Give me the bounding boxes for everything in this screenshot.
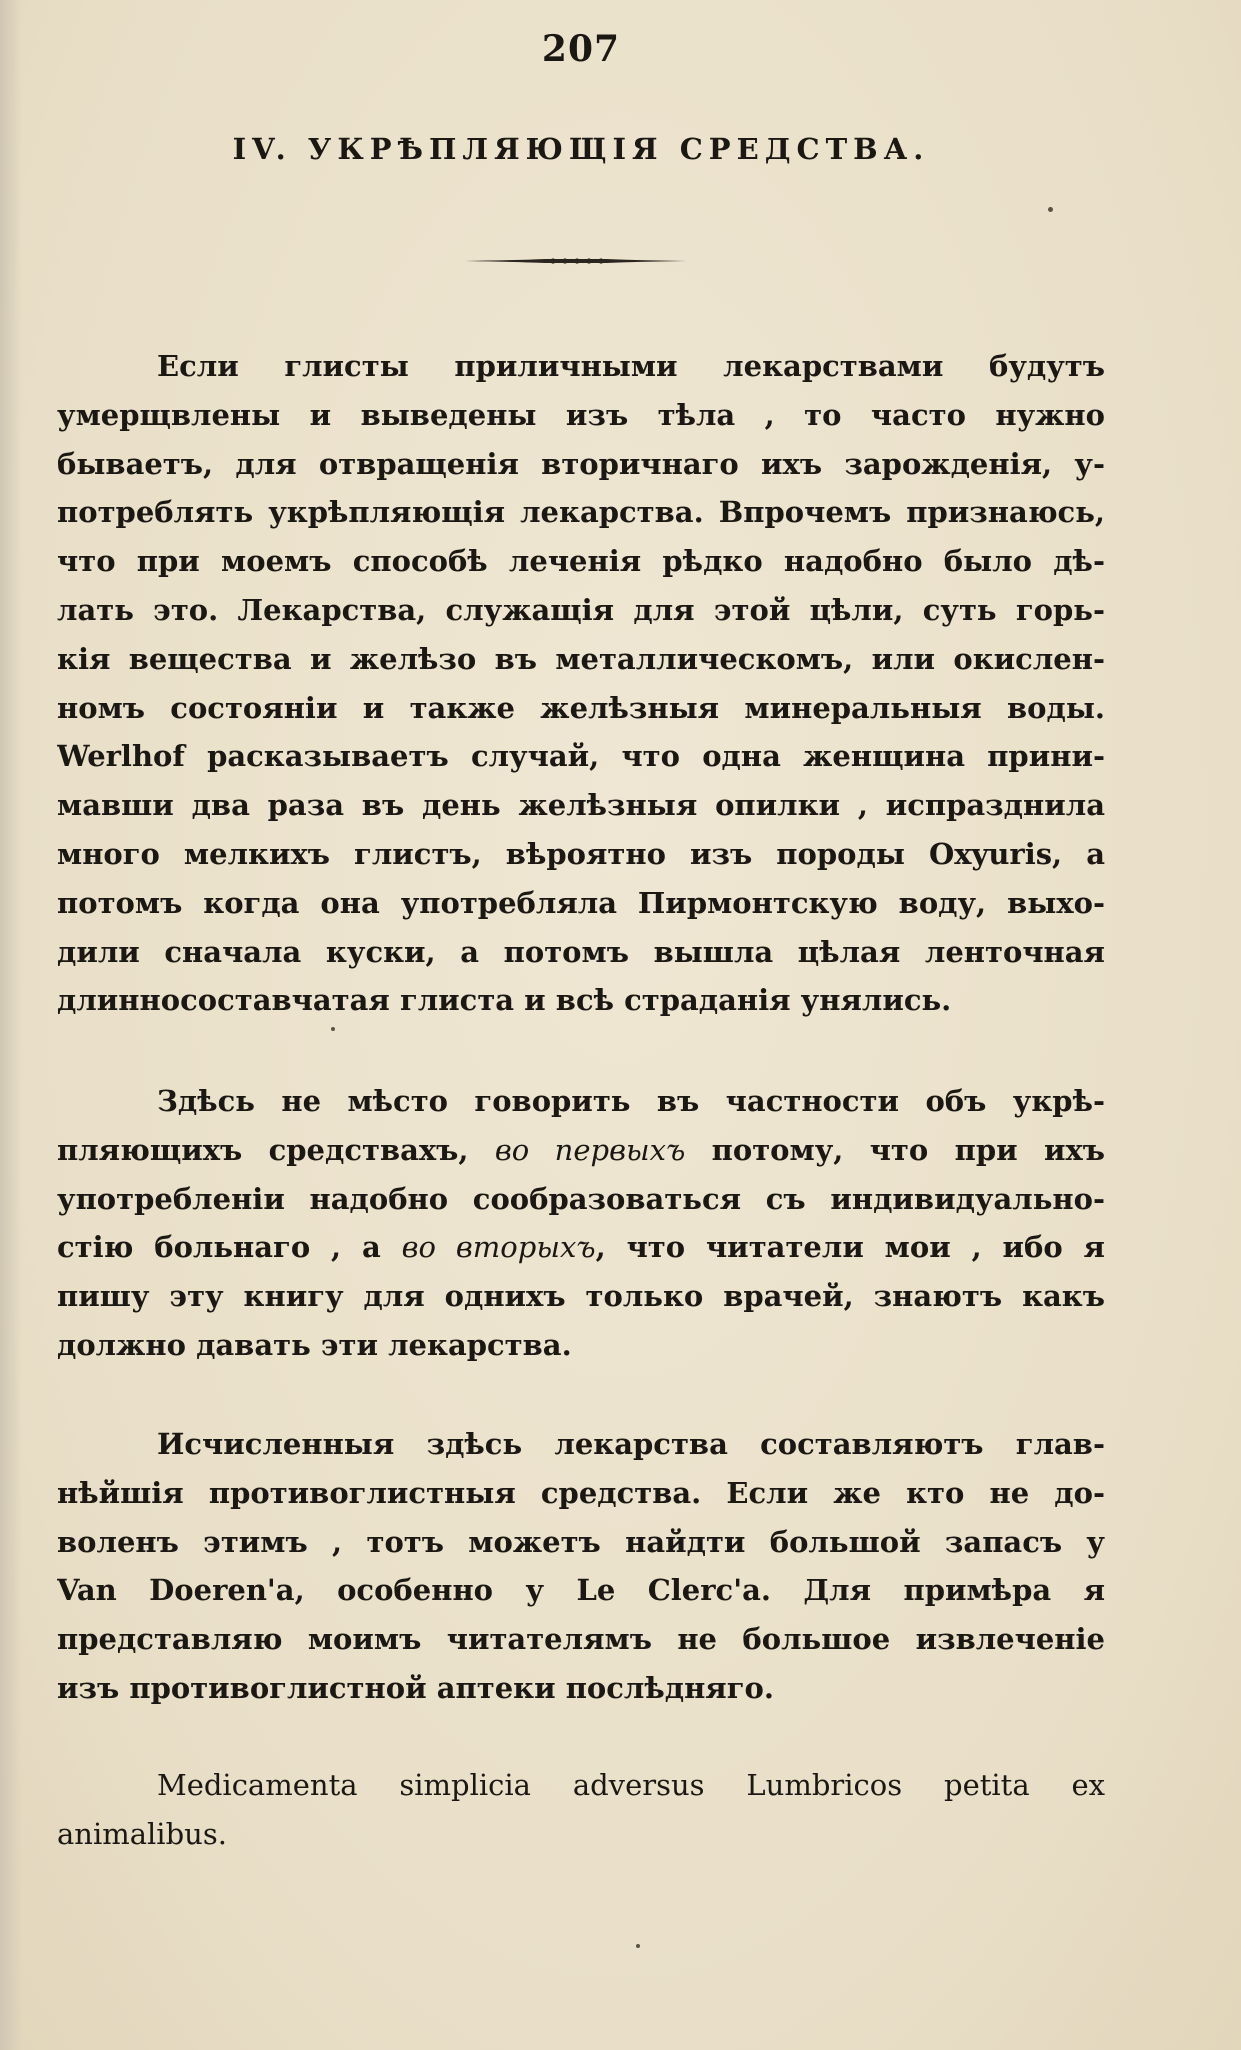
text-line: дили сначала куски, а потомъ вышла цѣлая ленточная: [57, 934, 1105, 969]
paper-speck: [636, 1944, 640, 1948]
text-line: должно давать эти лекарства.: [57, 1327, 572, 1362]
text-line: употребленіи надобно сообразоваться съ индивидуально-: [57, 1181, 1105, 1216]
text-line: нѣйшія противоглистныя средства. Если же кто не до-: [57, 1475, 1105, 1510]
text-line: лать это. Лекарства, служащія для этой цѣли, суть горь-: [57, 592, 1105, 627]
text-line: номъ состояніи и также желѣзныя минеральныя воды.: [57, 690, 1105, 725]
text-line: animalibus.: [57, 1816, 227, 1851]
text-line: мавши два раза въ день желѣзныя опилки , испразднила: [57, 788, 1105, 823]
text-line: изъ противоглистной аптеки послѣдняго.: [57, 1670, 774, 1705]
section-heading: IV. УКРѢПЛЯЮЩІЯ СРЕДСТВА.: [232, 132, 930, 166]
text-line: умерщвлены и выведены изъ тѣла , то часто нужно: [57, 397, 1105, 432]
text-line: Здѣсь не мѣсто говорить въ частности объ укрѣ-: [157, 1084, 1105, 1118]
text-line: потреблять укрѣпляющія лекарства. Впрочемъ признаюсь,: [57, 495, 1105, 530]
paragraph-1: [57, 342, 1105, 1025]
text-line: представляю моимъ читателямъ не большое извлеченіе: [57, 1622, 1105, 1657]
text-line: пляющихъ средствахъ, во первыхъ потому, что при ихъ: [57, 1132, 1105, 1167]
paper-speck: [331, 1027, 335, 1031]
paper-speck: [1048, 207, 1053, 212]
text-line: стію больнаго , а во вторыхъ, что читатели мои , ибо я: [57, 1230, 1105, 1265]
text-line: Исчисленныя здѣсь лекарства составляютъ глав-: [157, 1427, 1105, 1461]
text-line: воленъ этимъ , тотъ можетъ найдти большой запасъ у: [57, 1524, 1105, 1559]
text-line: пишу эту книгу для однихъ только врачей, знаютъ какъ: [57, 1279, 1105, 1314]
binding-shadow: [0, 0, 22, 2050]
paragraph-4-latin: [57, 1761, 1105, 1859]
text-line: длинносоставчатая глиста и всѣ страданія унялись.: [57, 983, 952, 1018]
italic-phrase: во вторыхъ: [401, 1230, 596, 1265]
text-line: что при моемъ способѣ леченія рѣдко надобно было дѣ-: [57, 544, 1105, 579]
text-line: Werlhof расказываетъ случай, что одна женщина прини-: [57, 739, 1105, 774]
text-line: бываетъ, для отвращенія вторичнаго ихъ зарожденія, у-: [57, 446, 1105, 481]
paragraph-3: [57, 1420, 1105, 1713]
text-line: потомъ когда она употребляла Пирмонтскую воду, выхо-: [57, 885, 1105, 920]
text-line: много мелкихъ глистъ, вѣроятно изъ породы Oxyuris, а: [57, 836, 1105, 871]
text-line: Medicamenta simplicia adversus Lumbricos petita ex: [157, 1768, 1105, 1802]
text-line: Если глисты приличными лекарствами будутъ: [157, 349, 1105, 383]
paragraph-2: [57, 1077, 1105, 1370]
italic-phrase: во первыхъ: [494, 1132, 686, 1167]
decorative-rule: [465, 256, 687, 266]
page-number: 207: [541, 28, 621, 70]
text-line: Van Doeren'а, особенно у Le Clerc'а. Для примѣра я: [57, 1573, 1105, 1608]
text-line: кія вещества и желѣзо въ металлическомъ, или окислен-: [57, 641, 1105, 676]
